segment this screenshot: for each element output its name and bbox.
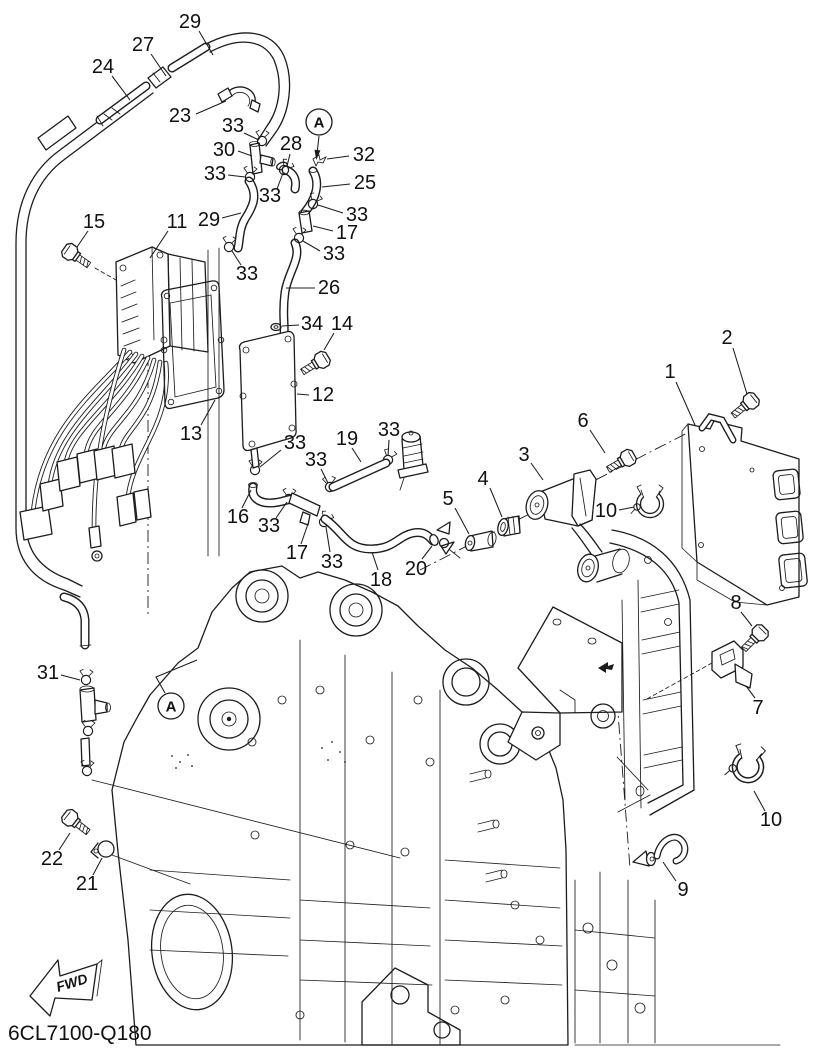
- callout-label: 30: [212, 139, 236, 161]
- callout-label: 33: [203, 163, 227, 185]
- callout-label: 4: [477, 468, 489, 490]
- clamp-21: [91, 841, 114, 858]
- bolt-15: [60, 241, 94, 271]
- callout-leader: [324, 333, 334, 350]
- callout-label: 23: [168, 105, 192, 127]
- callout-leader: [61, 675, 80, 680]
- callout-leader: [318, 205, 343, 213]
- callout-label: 14: [330, 313, 354, 335]
- callout-label: 33: [320, 551, 344, 573]
- callout-label: 24: [91, 56, 115, 78]
- callout-label: 21: [75, 873, 99, 895]
- callout-label: 3: [518, 444, 530, 466]
- callout-leader: [112, 76, 130, 100]
- fwd-label: FWD: [54, 970, 90, 995]
- callout-label: 34: [300, 313, 324, 335]
- callout-label: 11: [166, 211, 188, 233]
- fitting-30: [250, 142, 276, 175]
- hose-18: [325, 519, 433, 549]
- callout-leader: [663, 862, 676, 881]
- callout-leader: [297, 394, 309, 395]
- callout-leader: [352, 448, 361, 462]
- clip-23: [218, 87, 260, 112]
- joint-27: [148, 67, 171, 88]
- hose-26: [279, 243, 297, 336]
- callout-label: 20: [404, 558, 428, 580]
- callout-leader: [228, 175, 245, 177]
- callout-leader: [238, 151, 252, 156]
- tube-24: [97, 86, 146, 126]
- ecu-unit: [682, 390, 808, 688]
- washer-34: [271, 324, 281, 331]
- callout-label: 5: [442, 488, 454, 510]
- callout-leader: [455, 508, 469, 534]
- callout-label: 33: [235, 263, 259, 285]
- collar-5: [464, 531, 497, 551]
- callout-label: 1: [664, 361, 676, 383]
- callout-label: 29: [178, 11, 202, 33]
- callout-leader: [619, 507, 634, 510]
- hose-25: [305, 168, 317, 213]
- bolt-14: [298, 350, 332, 379]
- fwd-arrow: [30, 960, 102, 1016]
- callout-leader: [222, 213, 241, 218]
- hose-29-s: [238, 181, 254, 248]
- callout-label: 33: [283, 432, 307, 454]
- callout-leader: [244, 133, 259, 140]
- callout-label: 18: [369, 569, 393, 591]
- clip-9: [633, 837, 685, 866]
- wire-connectors: [20, 444, 151, 561]
- callout-leader: [531, 463, 543, 480]
- callout-label: 16: [226, 506, 250, 528]
- callout-label: 7: [752, 697, 764, 719]
- callout-label: 27: [131, 34, 155, 56]
- callout-label: 12: [311, 384, 335, 406]
- detail-marker-label: A: [313, 114, 325, 132]
- callout-leader: [372, 552, 378, 570]
- callout-label: 2: [721, 327, 733, 349]
- hose-19: [333, 463, 386, 487]
- callout-label: 13: [179, 423, 203, 445]
- callout-label: 33: [345, 204, 369, 226]
- callout-label: 26: [317, 277, 341, 299]
- callout-leader: [741, 612, 752, 626]
- callout-label: 22: [40, 848, 64, 870]
- valve-component: [398, 431, 428, 490]
- vent-hose-31: [64, 597, 111, 776]
- callout-label: 33: [322, 243, 346, 265]
- callout-leader: [77, 231, 88, 247]
- engine-nipples: [470, 770, 507, 882]
- callout-leader: [590, 430, 605, 453]
- callout-label: 15: [82, 211, 106, 233]
- callout-leader: [287, 154, 290, 166]
- callout-layer: [37, 11, 782, 901]
- harness-sleeve: [38, 116, 76, 150]
- callout-label: 19: [335, 428, 359, 450]
- callout-label: 33: [304, 449, 328, 471]
- callout-leader: [196, 101, 226, 114]
- callout-label: 33: [257, 515, 281, 537]
- texture-dots: [171, 741, 346, 769]
- callout-label: 33: [377, 419, 401, 441]
- intake-horns: [236, 570, 520, 764]
- callout-label: 29: [197, 209, 221, 231]
- bolt-6: [604, 448, 638, 477]
- callout-label: 33: [221, 115, 245, 137]
- callout-label: 10: [759, 809, 783, 831]
- drawing-code: 6CL7100-Q180: [8, 1022, 152, 1045]
- hose-clamp-10-lower: [724, 742, 766, 784]
- tube-29-upper: [172, 47, 206, 68]
- callout-leader: [754, 791, 765, 811]
- callout-label: 6: [577, 410, 589, 432]
- callout-leader: [326, 527, 330, 552]
- callout-label: 32: [352, 144, 376, 166]
- fitting-20: [428, 522, 460, 558]
- bolt-22: [60, 807, 93, 838]
- callout-label: 31: [36, 662, 60, 684]
- callout-leader: [676, 382, 695, 425]
- callout-leader: [733, 348, 747, 394]
- callout-leader: [490, 488, 502, 517]
- clip-32: [313, 155, 326, 166]
- callout-label: 17: [335, 222, 359, 244]
- callout-label: 25: [353, 172, 377, 194]
- callout-label: 33: [258, 185, 282, 207]
- callout-leader: [388, 440, 389, 456]
- callout-leader: [313, 226, 333, 231]
- callout-label: 10: [594, 500, 618, 522]
- joint-17-lower: [289, 493, 320, 525]
- coil-assembly: [60, 241, 208, 363]
- coil-wires: [20, 350, 167, 561]
- pulley: [198, 688, 260, 750]
- hose-clamp-10-upper: [631, 485, 664, 518]
- callout-leader: [327, 156, 349, 159]
- callout-label: 9: [677, 879, 689, 901]
- callout-leader: [322, 184, 350, 187]
- bracket-3: [523, 448, 638, 558]
- callout-label: 17: [285, 542, 309, 564]
- grommet-4: [496, 516, 520, 536]
- mounting-bracket: [508, 530, 694, 815]
- callout-label: 8: [730, 592, 742, 614]
- callout-leader: [260, 450, 281, 467]
- callout-leader: [303, 241, 320, 251]
- bolt-2: [728, 390, 761, 421]
- callout-label: 28: [279, 133, 303, 155]
- detail-marker-label: A: [165, 698, 177, 716]
